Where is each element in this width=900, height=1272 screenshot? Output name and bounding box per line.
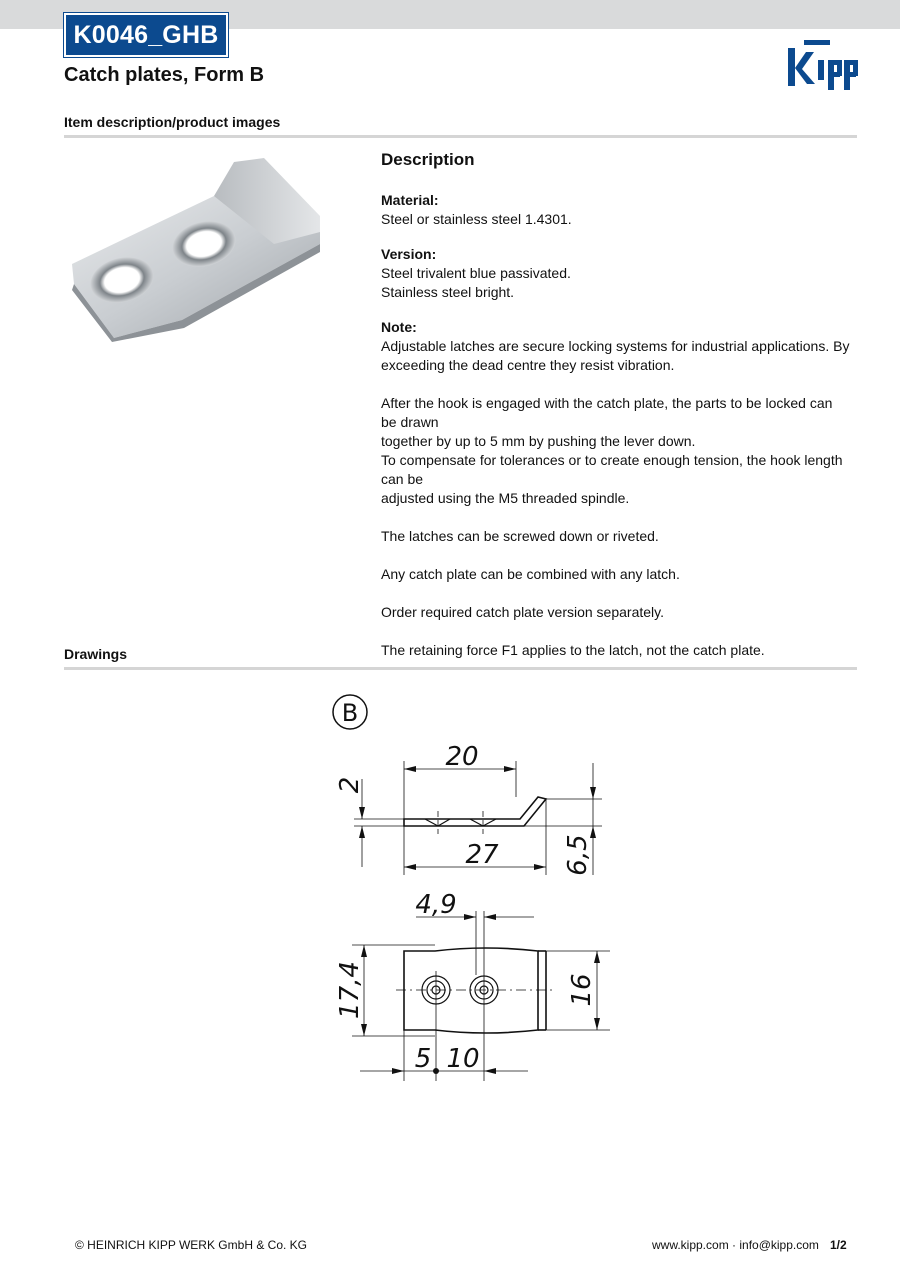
side-view <box>335 742 602 876</box>
dim-width-end: 16 <box>567 973 597 1007</box>
material-text: Steel or stainless steel 1.4301. <box>381 211 572 227</box>
dim-width-total: 17,4 <box>335 961 365 1019</box>
version-block <box>381 245 851 302</box>
section-label-item-description: Item description/product images <box>64 114 281 130</box>
kipp-logo <box>782 38 860 92</box>
description-panel <box>381 150 851 679</box>
note-block <box>381 318 851 660</box>
version-line: Stainless steel bright. <box>381 284 515 300</box>
divider <box>64 667 857 670</box>
note-line: Order required catch plate version separately. <box>381 604 664 620</box>
note-paragraph <box>381 394 851 508</box>
note-line: The latches can be screwed down or riveted. <box>381 528 659 544</box>
dim-length-total: 27 <box>465 840 499 870</box>
dim-length-top: 20 <box>445 742 479 772</box>
product-code-badge: K0046_GHB <box>64 13 228 57</box>
note-label: Note: <box>381 319 417 335</box>
dim-hole-offset: 4,9 <box>415 890 457 920</box>
footer-contact: www.kipp.com · info@kipp.com <box>652 1238 819 1252</box>
material-label: Material: <box>381 192 439 208</box>
top-view <box>335 890 610 1081</box>
footer-copyright: © HEINRICH KIPP WERK GmbH & Co. KG <box>75 1238 307 1252</box>
note-line: To compensate for tolerances or to create enough tension, the hook length can be <box>381 452 843 487</box>
note-line: together by up to 5 mm by pushing the lever down. <box>381 433 696 449</box>
version-line: Steel trivalent blue passivated. <box>381 265 571 281</box>
footer-page-number: 1/2 <box>830 1238 847 1252</box>
form-label: B <box>341 699 359 727</box>
note-line: Any catch plate can be combined with any latch. <box>381 566 680 582</box>
dim-hole-1: 5 <box>414 1044 432 1074</box>
logo-text: Kipp <box>782 38 785 39</box>
dim-hole-spacing: 10 <box>446 1044 480 1074</box>
note-line: Adjustable latches are secure locking systems for industrial applications. By <box>381 338 850 354</box>
note-paragraph <box>381 527 851 546</box>
catch-plate-product-image <box>64 152 324 342</box>
description-heading: Description <box>381 150 475 169</box>
dim-height: 6,5 <box>563 834 593 876</box>
note-paragraph <box>381 641 851 660</box>
note-line: adjusted using the M5 threaded spindle. <box>381 490 630 506</box>
material-block <box>381 191 851 229</box>
version-label: Version: <box>381 246 437 262</box>
technical-drawing <box>320 685 620 1085</box>
note-paragraph <box>381 337 851 375</box>
note-line: After the hook is engaged with the catch plate, the parts to be locked can be drawn <box>381 395 833 430</box>
note-line: exceeding the dead centre they resist vibration. <box>381 357 675 373</box>
note-line: The retaining force F1 applies to the latch, not the catch plate. <box>381 642 765 658</box>
page-title: Catch plates, Form B <box>64 64 265 86</box>
note-paragraph <box>381 565 851 584</box>
note-paragraph <box>381 603 851 622</box>
dim-thickness: 2 <box>335 776 365 794</box>
divider <box>64 135 857 138</box>
section-label-drawings: Drawings <box>64 646 128 662</box>
